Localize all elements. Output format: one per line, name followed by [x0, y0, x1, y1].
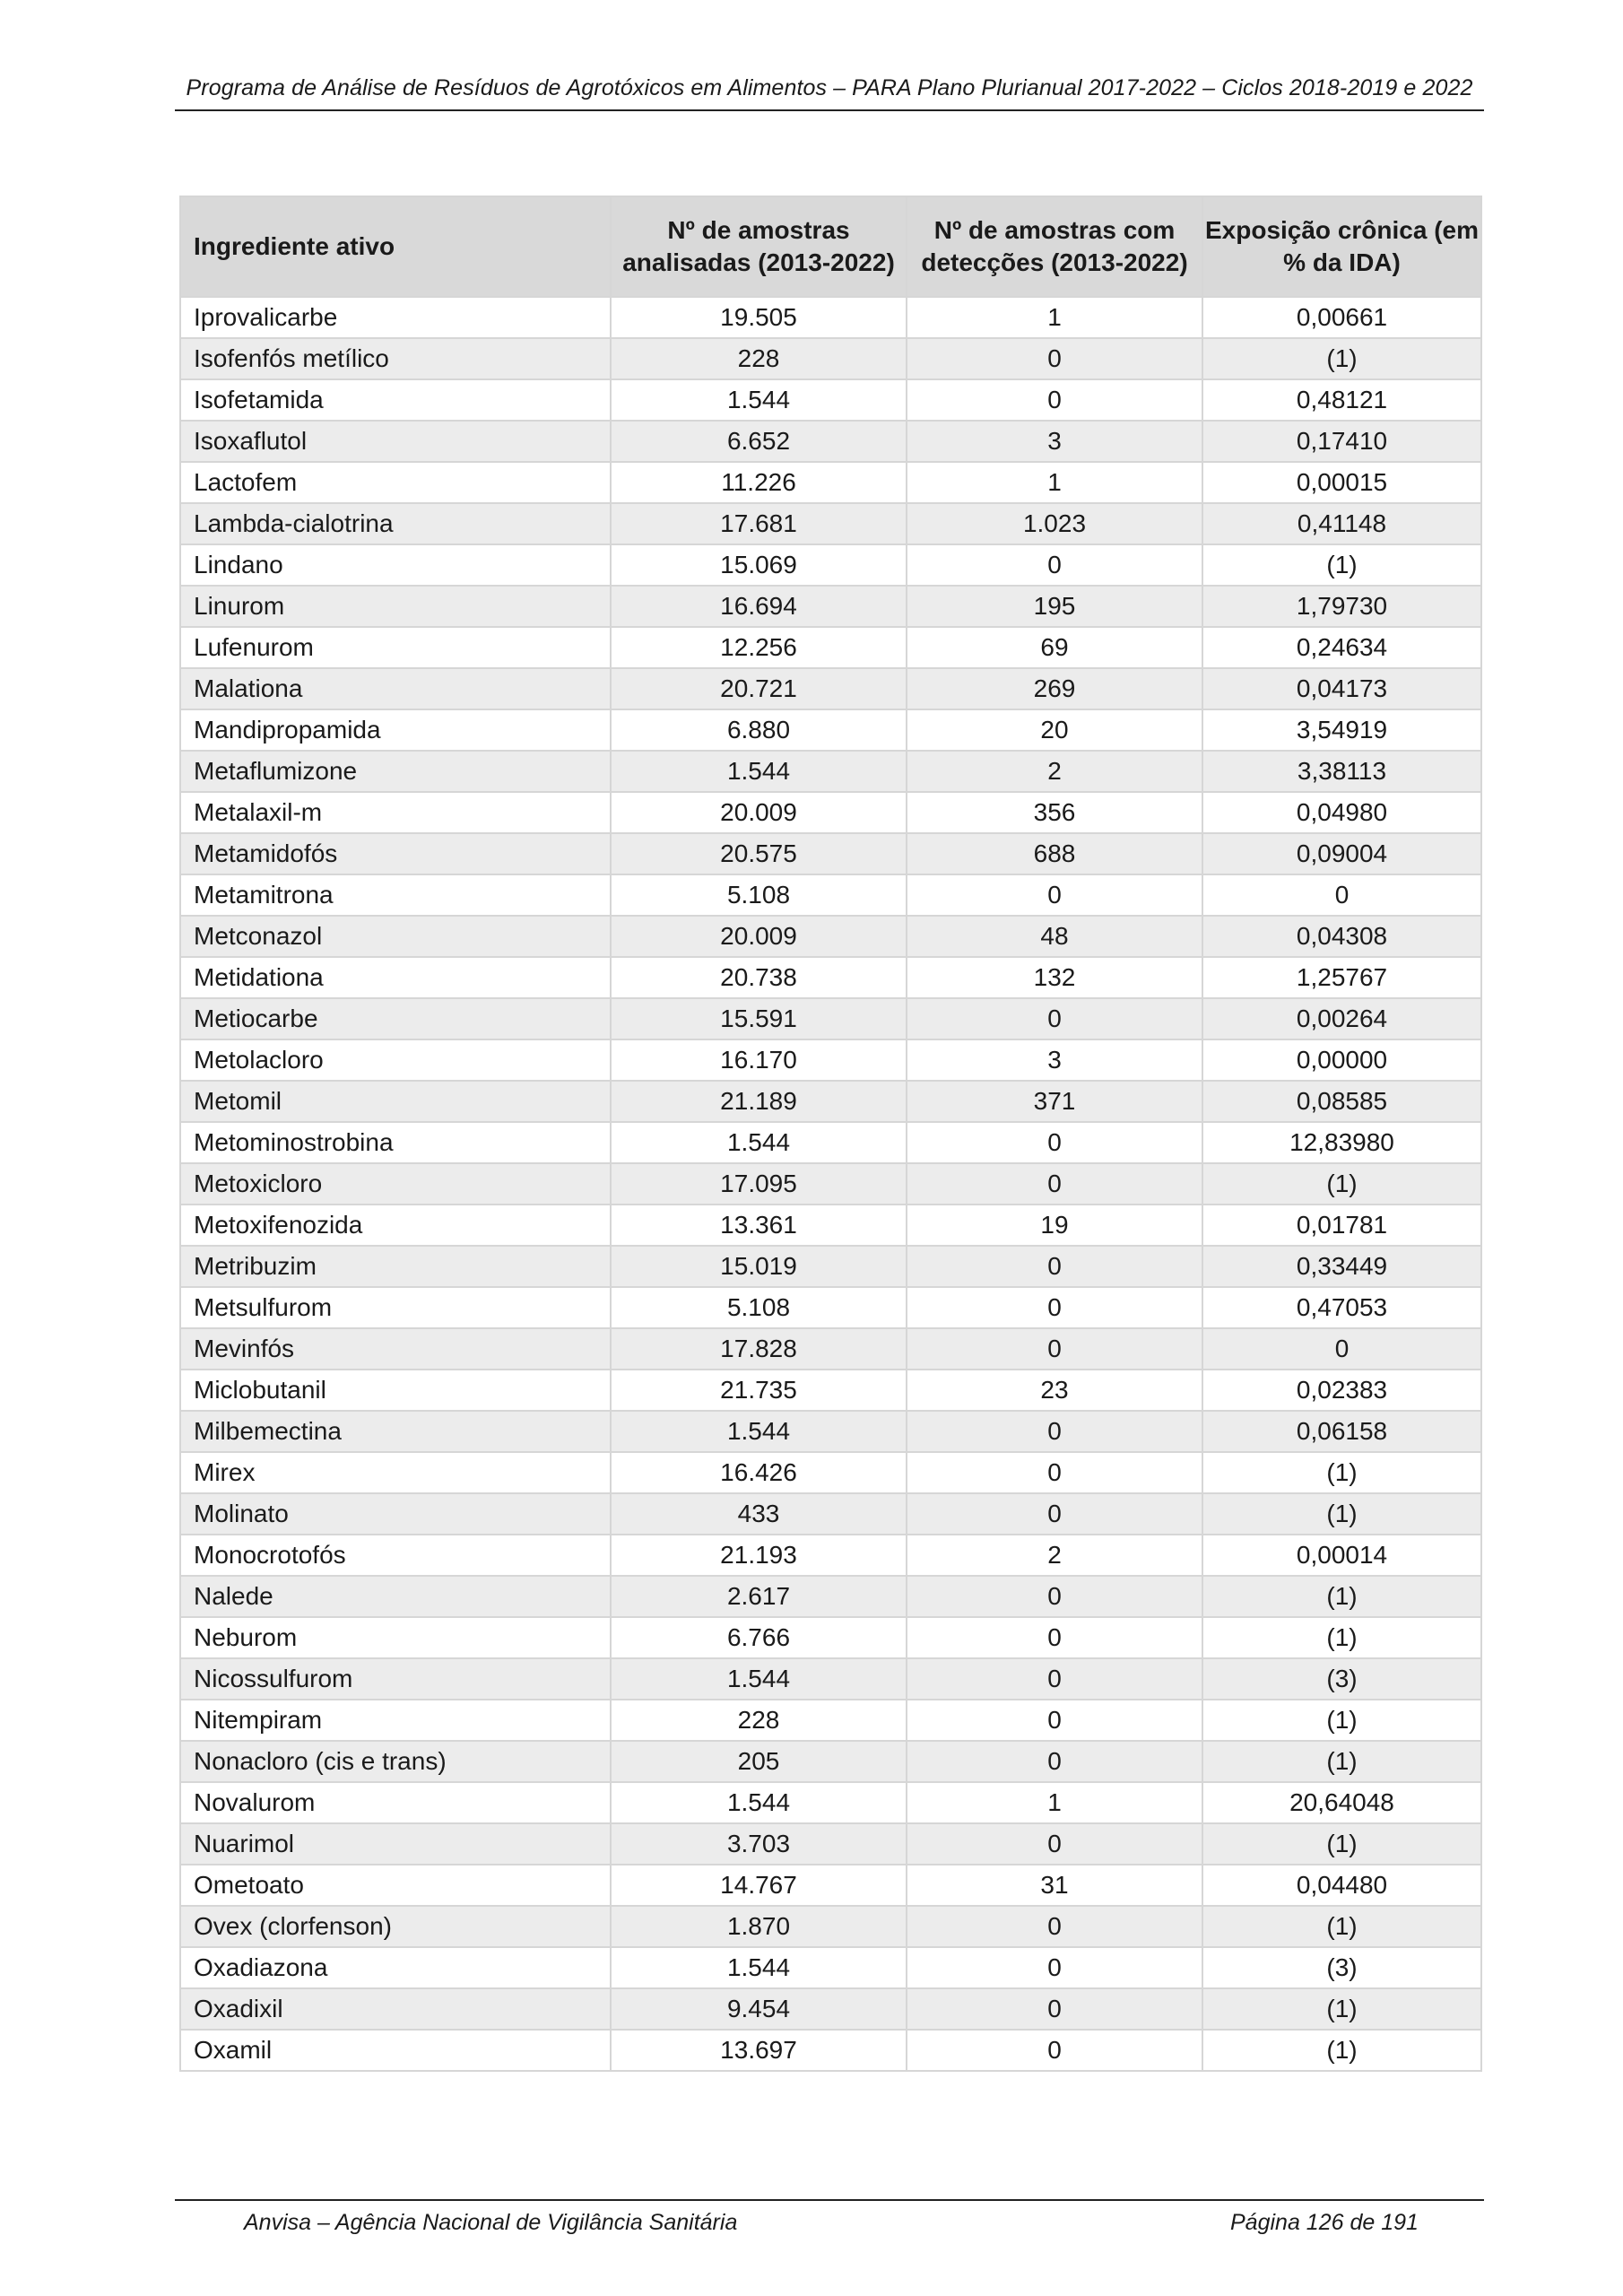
chronic-exposure-cell: 12,83980 [1202, 1122, 1481, 1163]
chronic-exposure-cell: 0,48121 [1202, 379, 1481, 421]
footer-page-number: Página 126 de 191 [1230, 2210, 1419, 2235]
samples-detected-cell: 3 [907, 1039, 1202, 1081]
table-body [180, 297, 1481, 2071]
ingredient-cell: Metidationa [180, 957, 611, 998]
table-row [180, 1823, 1481, 1865]
table-row [180, 751, 1481, 792]
samples-analyzed-cell: 15.591 [611, 998, 907, 1039]
ingredient-cell: Isofenfós metílico [180, 338, 611, 379]
samples-analyzed-cell: 228 [611, 338, 907, 379]
table-row [180, 2030, 1481, 2071]
chronic-exposure-cell: 3,54919 [1202, 709, 1481, 751]
samples-analyzed-cell: 6.766 [611, 1617, 907, 1658]
samples-analyzed-cell: 14.767 [611, 1865, 907, 1906]
samples-detected-cell: 2 [907, 751, 1202, 792]
samples-detected-cell: 0 [907, 1617, 1202, 1658]
samples-detected-cell: 132 [907, 957, 1202, 998]
samples-analyzed-cell: 15.019 [611, 1246, 907, 1287]
samples-analyzed-cell: 13.361 [611, 1205, 907, 1246]
chronic-exposure-cell: 0,17410 [1202, 421, 1481, 462]
chronic-exposure-cell: 0,01781 [1202, 1205, 1481, 1246]
chronic-exposure-cell: 0,02383 [1202, 1370, 1481, 1411]
samples-detected-cell: 0 [907, 1700, 1202, 1741]
chronic-exposure-cell: (1) [1202, 1163, 1481, 1205]
table-row [180, 1576, 1481, 1617]
chronic-exposure-cell: (3) [1202, 1947, 1481, 1988]
chronic-exposure-cell: (1) [1202, 1493, 1481, 1535]
ingredient-cell: Oxadixil [180, 1988, 611, 2030]
table-row [180, 1535, 1481, 1576]
chronic-exposure-cell: (3) [1202, 1658, 1481, 1700]
table-row [180, 668, 1481, 709]
table-row [180, 503, 1481, 544]
table-row [180, 462, 1481, 503]
table-row [180, 338, 1481, 379]
chronic-exposure-cell: 0,04308 [1202, 916, 1481, 957]
samples-analyzed-cell: 17.681 [611, 503, 907, 544]
samples-analyzed-cell: 5.108 [611, 874, 907, 916]
footer-agency: Anvisa – Agência Nacional de Vigilância Sanitária [244, 2210, 738, 2235]
ingredient-cell: Iprovalicarbe [180, 297, 611, 338]
samples-detected-cell: 0 [907, 2030, 1202, 2071]
ingredient-cell: Nonacloro (cis e trans) [180, 1741, 611, 1782]
chronic-exposure-cell: (1) [1202, 2030, 1481, 2071]
ingredient-cell: Metominostrobina [180, 1122, 611, 1163]
ingredient-cell: Lindano [180, 544, 611, 586]
ingredient-cell: Isofetamida [180, 379, 611, 421]
table-row [180, 1246, 1481, 1287]
ingredient-cell: Ovex (clorfenson) [180, 1906, 611, 1947]
samples-detected-cell: 19 [907, 1205, 1202, 1246]
table-row [180, 627, 1481, 668]
chronic-exposure-cell: 0,00264 [1202, 998, 1481, 1039]
samples-detected-cell: 0 [907, 1328, 1202, 1370]
samples-detected-cell: 1 [907, 462, 1202, 503]
chronic-exposure-cell: (1) [1202, 338, 1481, 379]
chronic-exposure-cell: 0,41148 [1202, 503, 1481, 544]
ingredient-cell: Nalede [180, 1576, 611, 1617]
samples-detected-cell: 0 [907, 1576, 1202, 1617]
samples-detected-cell: 20 [907, 709, 1202, 751]
chronic-exposure-cell: (1) [1202, 544, 1481, 586]
chronic-exposure-cell: 1,25767 [1202, 957, 1481, 998]
samples-analyzed-cell: 20.721 [611, 668, 907, 709]
samples-analyzed-cell: 9.454 [611, 1988, 907, 2030]
samples-analyzed-cell: 16.426 [611, 1452, 907, 1493]
chronic-exposure-cell: (1) [1202, 1452, 1481, 1493]
samples-analyzed-cell: 3.703 [611, 1823, 907, 1865]
table-row [180, 1906, 1481, 1947]
table-row [180, 957, 1481, 998]
chronic-exposure-cell: 3,38113 [1202, 751, 1481, 792]
table-row [180, 1370, 1481, 1411]
table-row [180, 874, 1481, 916]
table-row [180, 792, 1481, 833]
samples-detected-cell: 0 [907, 1947, 1202, 1988]
samples-detected-cell: 31 [907, 1865, 1202, 1906]
samples-detected-cell: 0 [907, 1988, 1202, 2030]
samples-detected-cell: 371 [907, 1081, 1202, 1122]
ingredient-cell: Isoxaflutol [180, 421, 611, 462]
chronic-exposure-cell: 0,33449 [1202, 1246, 1481, 1287]
samples-analyzed-cell: 12.256 [611, 627, 907, 668]
samples-detected-cell: 0 [907, 338, 1202, 379]
chronic-exposure-cell: 1,79730 [1202, 586, 1481, 627]
ingredient-cell: Mirex [180, 1452, 611, 1493]
samples-detected-cell: 0 [907, 1493, 1202, 1535]
col-header-samples-analyzed: Nº de amostras analisadas (2013-2022) [611, 196, 907, 297]
ingredient-cell: Metamidofós [180, 833, 611, 874]
table-row [180, 1988, 1481, 2030]
header-divider [175, 109, 1484, 111]
ingredient-cell: Lactofem [180, 462, 611, 503]
ingredient-cell: Metoxifenozida [180, 1205, 611, 1246]
samples-detected-cell: 48 [907, 916, 1202, 957]
samples-analyzed-cell: 21.189 [611, 1081, 907, 1122]
table-row [180, 1658, 1481, 1700]
table-row [180, 1039, 1481, 1081]
chronic-exposure-cell: 0,06158 [1202, 1411, 1481, 1452]
samples-detected-cell: 0 [907, 1122, 1202, 1163]
samples-detected-cell: 1.023 [907, 503, 1202, 544]
samples-analyzed-cell: 1.544 [611, 379, 907, 421]
samples-analyzed-cell: 16.170 [611, 1039, 907, 1081]
samples-detected-cell: 0 [907, 1246, 1202, 1287]
chronic-exposure-cell: 0 [1202, 874, 1481, 916]
ingredient-cell: Mandipropamida [180, 709, 611, 751]
col-header-ingredient: Ingrediente ativo [180, 196, 611, 297]
residue-table [179, 196, 1482, 2072]
ingredient-cell: Milbemectina [180, 1411, 611, 1452]
table-row [180, 1700, 1481, 1741]
samples-analyzed-cell: 6.880 [611, 709, 907, 751]
table-row [180, 1081, 1481, 1122]
samples-analyzed-cell: 19.505 [611, 297, 907, 338]
chronic-exposure-cell: 0,00000 [1202, 1039, 1481, 1081]
ingredient-cell: Oxadiazona [180, 1947, 611, 1988]
samples-detected-cell: 0 [907, 1411, 1202, 1452]
samples-analyzed-cell: 20.009 [611, 792, 907, 833]
table-row [180, 586, 1481, 627]
ingredient-cell: Miclobutanil [180, 1370, 611, 1411]
samples-detected-cell: 0 [907, 1906, 1202, 1947]
chronic-exposure-cell: (1) [1202, 1617, 1481, 1658]
samples-analyzed-cell: 1.544 [611, 751, 907, 792]
samples-detected-cell: 2 [907, 1535, 1202, 1576]
chronic-exposure-cell: 20,64048 [1202, 1782, 1481, 1823]
table-row [180, 379, 1481, 421]
table-row [180, 916, 1481, 957]
samples-detected-cell: 0 [907, 1287, 1202, 1328]
ingredient-cell: Novalurom [180, 1782, 611, 1823]
samples-analyzed-cell: 1.544 [611, 1947, 907, 1988]
samples-analyzed-cell: 1.544 [611, 1411, 907, 1452]
chronic-exposure-cell: (1) [1202, 1906, 1481, 1947]
samples-analyzed-cell: 2.617 [611, 1576, 907, 1617]
ingredient-cell: Metsulfurom [180, 1287, 611, 1328]
table-row [180, 1947, 1481, 1988]
chronic-exposure-cell: (1) [1202, 1700, 1481, 1741]
samples-detected-cell: 0 [907, 1658, 1202, 1700]
samples-detected-cell: 356 [907, 792, 1202, 833]
table-row [180, 421, 1481, 462]
samples-analyzed-cell: 20.738 [611, 957, 907, 998]
table-header-row [180, 196, 1481, 297]
ingredient-cell: Metaflumizone [180, 751, 611, 792]
samples-analyzed-cell: 205 [611, 1741, 907, 1782]
table-row [180, 297, 1481, 338]
samples-detected-cell: 195 [907, 586, 1202, 627]
table-row [180, 1411, 1481, 1452]
ingredient-cell: Oxamil [180, 2030, 611, 2071]
samples-analyzed-cell: 1.870 [611, 1906, 907, 1947]
table-row [180, 1287, 1481, 1328]
chronic-exposure-cell: 0,47053 [1202, 1287, 1481, 1328]
samples-detected-cell: 0 [907, 1823, 1202, 1865]
samples-analyzed-cell: 20.009 [611, 916, 907, 957]
ingredient-cell: Ometoato [180, 1865, 611, 1906]
ingredient-cell: Monocrotofós [180, 1535, 611, 1576]
table-row [180, 1865, 1481, 1906]
col-header-chronic-exposure: Exposição crônica (em % da IDA) [1202, 196, 1481, 297]
samples-analyzed-cell: 15.069 [611, 544, 907, 586]
ingredient-cell: Nicossulfurom [180, 1658, 611, 1700]
chronic-exposure-cell: 0,04980 [1202, 792, 1481, 833]
samples-detected-cell: 269 [907, 668, 1202, 709]
samples-analyzed-cell: 16.694 [611, 586, 907, 627]
samples-analyzed-cell: 17.828 [611, 1328, 907, 1370]
samples-analyzed-cell: 1.544 [611, 1122, 907, 1163]
samples-detected-cell: 0 [907, 874, 1202, 916]
ingredient-cell: Metiocarbe [180, 998, 611, 1039]
samples-analyzed-cell: 228 [611, 1700, 907, 1741]
ingredient-cell: Metalaxil-m [180, 792, 611, 833]
ingredient-cell: Molinato [180, 1493, 611, 1535]
chronic-exposure-cell: 0 [1202, 1328, 1481, 1370]
ingredient-cell: Neburom [180, 1617, 611, 1658]
samples-analyzed-cell: 433 [611, 1493, 907, 1535]
table-row [180, 1205, 1481, 1246]
samples-detected-cell: 0 [907, 1741, 1202, 1782]
ingredient-cell: Mevinfós [180, 1328, 611, 1370]
chronic-exposure-cell: (1) [1202, 1988, 1481, 2030]
samples-detected-cell: 69 [907, 627, 1202, 668]
ingredient-cell: Nuarimol [180, 1823, 611, 1865]
chronic-exposure-cell: 0,00014 [1202, 1535, 1481, 1576]
chronic-exposure-cell: 0,08585 [1202, 1081, 1481, 1122]
chronic-exposure-cell: (1) [1202, 1576, 1481, 1617]
samples-detected-cell: 688 [907, 833, 1202, 874]
samples-detected-cell: 0 [907, 998, 1202, 1039]
ingredient-cell: Nitempiram [180, 1700, 611, 1741]
col-header-samples-detected: Nº de amostras com detecções (2013-2022) [907, 196, 1202, 297]
samples-detected-cell: 3 [907, 421, 1202, 462]
samples-detected-cell: 0 [907, 379, 1202, 421]
samples-analyzed-cell: 20.575 [611, 833, 907, 874]
samples-analyzed-cell: 11.226 [611, 462, 907, 503]
samples-analyzed-cell: 1.544 [611, 1658, 907, 1700]
chronic-exposure-cell: 0,00661 [1202, 297, 1481, 338]
ingredient-cell: Metomil [180, 1081, 611, 1122]
table-row [180, 1493, 1481, 1535]
ingredient-cell: Metoxicloro [180, 1163, 611, 1205]
ingredient-cell: Lufenurom [180, 627, 611, 668]
chronic-exposure-cell: 0,04173 [1202, 668, 1481, 709]
chronic-exposure-cell: 0,04480 [1202, 1865, 1481, 1906]
chronic-exposure-cell: 0,00015 [1202, 462, 1481, 503]
chronic-exposure-cell: 0,09004 [1202, 833, 1481, 874]
ingredient-cell: Lambda-cialotrina [180, 503, 611, 544]
chronic-exposure-cell: (1) [1202, 1823, 1481, 1865]
samples-analyzed-cell: 5.108 [611, 1287, 907, 1328]
table-row [180, 1163, 1481, 1205]
table-row [180, 544, 1481, 586]
samples-detected-cell: 0 [907, 1452, 1202, 1493]
chronic-exposure-cell: 0,24634 [1202, 627, 1481, 668]
table-row [180, 1452, 1481, 1493]
table-row [180, 1782, 1481, 1823]
footer-divider [175, 2199, 1484, 2201]
samples-detected-cell: 0 [907, 1163, 1202, 1205]
table-row [180, 833, 1481, 874]
table-row [180, 709, 1481, 751]
samples-analyzed-cell: 13.697 [611, 2030, 907, 2071]
samples-analyzed-cell: 1.544 [611, 1782, 907, 1823]
samples-analyzed-cell: 17.095 [611, 1163, 907, 1205]
ingredient-cell: Metamitrona [180, 874, 611, 916]
table-row [180, 1328, 1481, 1370]
table-row [180, 998, 1481, 1039]
samples-detected-cell: 1 [907, 1782, 1202, 1823]
ingredient-cell: Malationa [180, 668, 611, 709]
samples-analyzed-cell: 21.193 [611, 1535, 907, 1576]
ingredient-cell: Metconazol [180, 916, 611, 957]
ingredient-cell: Metribuzim [180, 1246, 611, 1287]
samples-detected-cell: 1 [907, 297, 1202, 338]
samples-analyzed-cell: 6.652 [611, 421, 907, 462]
table-row [180, 1741, 1481, 1782]
samples-detected-cell: 23 [907, 1370, 1202, 1411]
table-row [180, 1122, 1481, 1163]
page-header: Programa de Análise de Resíduos de Agrotóxicos em Alimentos – PARA Plano Plurianual 2017-2022 – Ciclos 2018-2019 e 2022 [186, 75, 1473, 100]
ingredient-cell: Metolacloro [180, 1039, 611, 1081]
samples-analyzed-cell: 21.735 [611, 1370, 907, 1411]
ingredient-cell: Linurom [180, 586, 611, 627]
chronic-exposure-cell: (1) [1202, 1741, 1481, 1782]
table-row [180, 1617, 1481, 1658]
samples-detected-cell: 0 [907, 544, 1202, 586]
